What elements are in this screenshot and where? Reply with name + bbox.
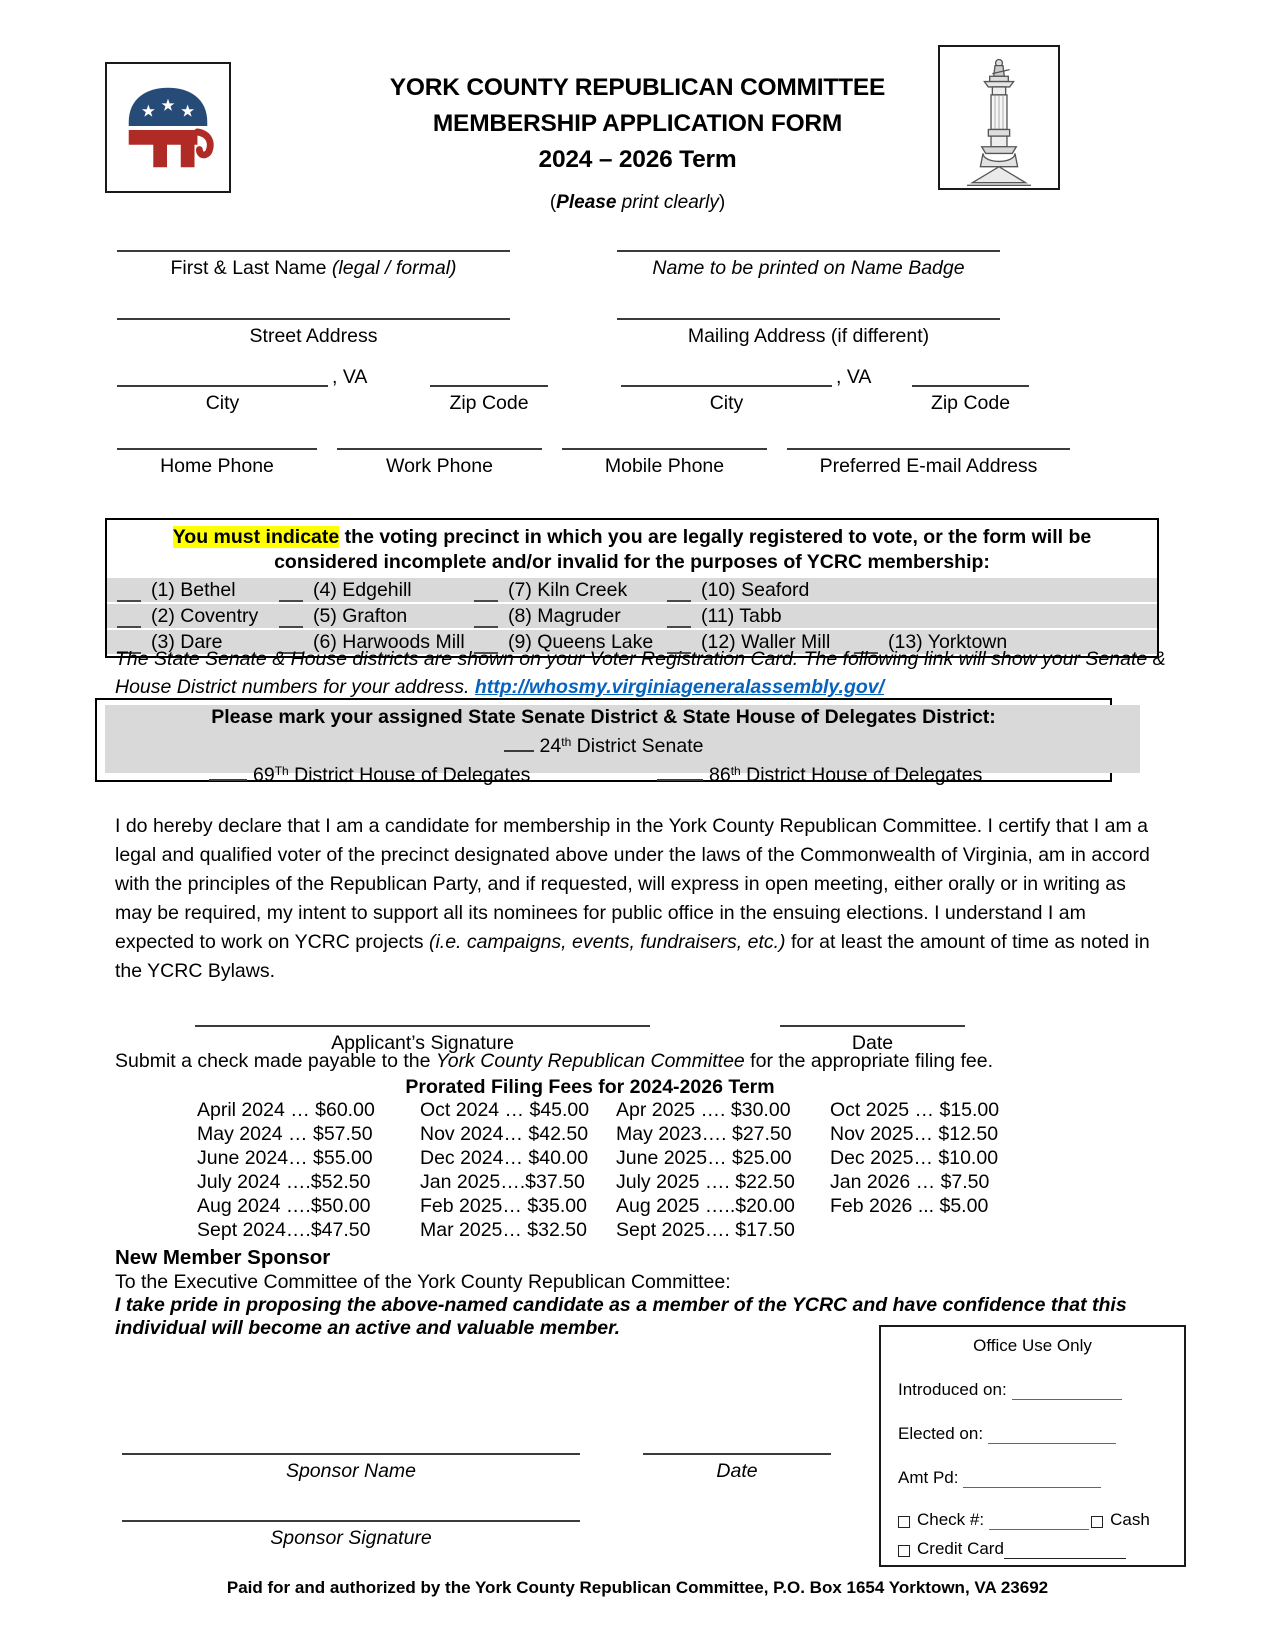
- fee-row: June 2024… $55.00: [197, 1147, 373, 1169]
- fees-column-1: [197, 1098, 420, 1242]
- fees-column-2: [420, 1098, 616, 1242]
- mailing-city-label: City: [709, 392, 744, 414]
- mailing-city-input-line[interactable]: [621, 385, 832, 387]
- precinct-option[interactable]: (13) Yorktown: [854, 631, 1157, 654]
- elected-on-field: [898, 1424, 1184, 1444]
- work-phone-field: [337, 448, 542, 478]
- district-note: [115, 645, 1167, 701]
- title-line-3: 2024 – 2026 Term: [538, 146, 737, 173]
- fee-row: Jan 2025….$37.50: [420, 1171, 585, 1193]
- fees-table: [197, 1098, 1010, 1242]
- mobile-phone-input-line[interactable]: [562, 448, 767, 450]
- precinct-option[interactable]: (2) Coventry: [117, 605, 279, 628]
- fees-column-4: [830, 1098, 1010, 1242]
- sponsor-signature-label: Sponsor Signature: [270, 1527, 432, 1549]
- sponsor-signature-line[interactable]: [122, 1520, 580, 1522]
- precinct-heading-line1: You must indicate the voting precinct in which you are legally registered to vote, or the form will be: [172, 526, 1092, 548]
- badge-name-field: [617, 250, 1000, 280]
- mailing-zip-input-line[interactable]: [912, 385, 1029, 387]
- house-69-blank[interactable]: [209, 764, 247, 781]
- sponsor-date-label: Date: [716, 1460, 758, 1482]
- fee-row: Sept 2024….$47.50: [197, 1219, 371, 1241]
- print-note-close: ): [718, 192, 726, 213]
- city-state-zip-row: [117, 362, 1217, 415]
- fee-row: June 2025… $25.00: [616, 1147, 792, 1169]
- amt-pd-input-line[interactable]: [963, 1473, 1101, 1488]
- cash-label: Cash: [1110, 1510, 1150, 1529]
- precinct-option[interactable]: (3) Dare: [117, 631, 279, 654]
- paid-for-footer: Paid for and authorized by the York County Republican Committee, P.O. Box 1654 Yorktown, VA 23692: [226, 1578, 1049, 1597]
- sponsor-name-field: [122, 1453, 580, 1483]
- fee-row: Apr 2025 …. $30.00: [616, 1099, 791, 1121]
- precinct-option[interactable]: (6) Harwoods Mill: [279, 631, 474, 654]
- title-line-1: YORK COUNTY REPUBLICAN COMMITTEE: [389, 74, 886, 101]
- print-note-rest: print clearly: [616, 192, 719, 213]
- credit-card-input-line[interactable]: [1004, 1544, 1126, 1559]
- title-line-2: MEMBERSHIP APPLICATION FORM: [432, 110, 843, 137]
- introduced-on-label: Introduced on:: [898, 1380, 1007, 1399]
- fees-title: Prorated Filing Fees for 2024-2026 Term: [405, 1076, 775, 1098]
- fee-row: Oct 2024 … $45.00: [420, 1099, 590, 1121]
- email-field: [787, 448, 1070, 478]
- precinct-blank[interactable]: [667, 585, 691, 602]
- precinct-option[interactable]: (4) Edgehill: [279, 579, 474, 602]
- city-label: City: [205, 392, 240, 414]
- fee-row: Nov 2025… $12.50: [830, 1123, 999, 1145]
- mobile-phone-label: Mobile Phone: [604, 455, 725, 477]
- precinct-blank[interactable]: [474, 585, 498, 602]
- street-address-input-line[interactable]: [117, 318, 510, 320]
- precinct-option[interactable]: (12) Waller Mill: [667, 631, 854, 654]
- precinct-option[interactable]: (8) Magruder: [474, 605, 667, 628]
- sponsor-date-field: [643, 1453, 831, 1483]
- applicant-signature-label: Applicant’s Signature: [331, 1032, 514, 1054]
- fee-row: Nov 2024… $42.50: [420, 1123, 589, 1145]
- applicant-signature-line[interactable]: [195, 1025, 650, 1027]
- mailing-address-input-line[interactable]: [617, 318, 1000, 320]
- sponsor-name-line[interactable]: [122, 1453, 580, 1455]
- precinct-blank[interactable]: [667, 611, 691, 628]
- check-number-label: Check #:: [917, 1510, 985, 1529]
- email-label: Preferred E-mail Address: [819, 455, 1038, 477]
- credit-card-label: Credit Card: [917, 1539, 1004, 1558]
- senate-district-option[interactable]: 24th District Senate: [97, 730, 1110, 759]
- badge-name-label: Name to be printed on Name Badge: [652, 257, 965, 279]
- mailing-address-label: Mailing Address (if different): [687, 325, 930, 347]
- house-district-86-option[interactable]: 86th District House of Delegates: [657, 759, 982, 788]
- amt-pd-field: [898, 1468, 1184, 1488]
- street-address-label: Street Address: [249, 325, 378, 347]
- work-phone-input-line[interactable]: [337, 448, 542, 450]
- street-address-field: [117, 318, 510, 348]
- precinct-option[interactable]: (5) Grafton: [279, 605, 474, 628]
- house-district-69-option[interactable]: 69Th District House of Delegates: [209, 759, 609, 788]
- home-phone-field: [117, 448, 317, 478]
- district-note-text: The State Senate & House districts are shown on your Voter Registration Card. The following link will show your Senate & House District numbers for your address.: [115, 648, 1166, 698]
- address-row: [117, 318, 1160, 348]
- sponsor-intro: To the Executive Committee of the York County Republican Committee:: [115, 1271, 731, 1293]
- declaration-paragraph: I do hereby declare that I am a candidate for membership in the York County Republican Committee. I certify that I am a legal and qualified voter of the precinct designated above under the laws of the Commonwealth of Virginia, am in accord with the principles of the Republican Party, and if requested, will express in open meeting, either orally or in writing as may be required, my intent to support all its nominees for public office in the ensuing elections. I understand I am expected to work on YCRC projects (i.e. campaigns, events, fundraisers, etc.) for at least the amount of time as noted in the YCRC Bylaws.: [115, 815, 1150, 982]
- city-input-line[interactable]: [117, 385, 328, 387]
- whosmy-link[interactable]: http://whosmy.virginiageneralassembly.gov/: [474, 676, 885, 698]
- email-input-line[interactable]: [787, 448, 1070, 450]
- form-title-block: [0, 70, 1275, 178]
- precinct-option[interactable]: (9) Queens Lake: [474, 631, 667, 654]
- fee-row: Aug 2025 …..$20.00: [616, 1195, 795, 1217]
- mailing-state-text: , VA: [836, 366, 872, 388]
- victory-monument-image: [944, 55, 1054, 188]
- precinct-option[interactable]: (1) Bethel: [117, 579, 279, 602]
- introduced-on-field: [898, 1380, 1184, 1400]
- introduced-on-input-line[interactable]: [1012, 1385, 1122, 1400]
- fee-row: Feb 2025… $35.00: [420, 1195, 587, 1217]
- precinct-row-1: [107, 578, 1157, 602]
- check-checkbox-icon[interactable]: [898, 1516, 910, 1528]
- elected-on-input-line[interactable]: [988, 1429, 1116, 1444]
- sponsor-pledge-line2: individual will become an active and valuable member.: [115, 1317, 621, 1339]
- payment-credit-row: [898, 1539, 1184, 1559]
- sponsor-date-line[interactable]: [643, 1453, 831, 1455]
- print-note-please: Please: [556, 192, 617, 213]
- fee-row: Oct 2025 … $15.00: [830, 1099, 1000, 1121]
- house-86-blank[interactable]: [657, 764, 703, 781]
- fee-row: Mar 2025… $32.50: [420, 1219, 587, 1241]
- senate-district-blank[interactable]: [504, 735, 534, 752]
- sponsor-signature-field: [122, 1520, 580, 1550]
- office-use-only-box: [879, 1325, 1186, 1567]
- print-note-open: (: [549, 192, 557, 213]
- precinct-selection-box: [105, 518, 1159, 658]
- zip-input-line[interactable]: [430, 385, 548, 387]
- precinct-heading-line2: considered incomplete and/or invalid for the purposes of YCRC membership:: [274, 551, 990, 573]
- badge-name-input-line[interactable]: [617, 250, 1000, 252]
- fee-row: May 2024 … $57.50: [197, 1123, 373, 1145]
- precinct-option[interactable]: (11) Tabb: [667, 605, 854, 628]
- amt-pd-label: Amt Pd:: [898, 1468, 959, 1487]
- date-line[interactable]: [780, 1025, 965, 1027]
- home-phone-input-line[interactable]: [117, 448, 317, 450]
- city-field: [117, 362, 328, 415]
- fee-row: Dec 2025… $10.00: [830, 1147, 999, 1169]
- sponsor-heading: New Member Sponsor: [115, 1246, 331, 1269]
- legal-name-input-line[interactable]: [117, 250, 510, 252]
- mailing-zip-field: [912, 362, 1029, 415]
- submit-check-note: Submit a check made payable to the York County Republican Committee for the appropriate filing fee.: [115, 1050, 994, 1072]
- fee-row: Jan 2026 … $7.50: [830, 1171, 990, 1193]
- payment-check-row: [898, 1510, 1184, 1530]
- fees-column-3: [616, 1098, 830, 1242]
- zip-label: Zip Code: [449, 392, 529, 414]
- fee-row: July 2024 ….$52.50: [197, 1171, 371, 1193]
- precinct-list: [107, 578, 1157, 654]
- mailing-city-field: [621, 362, 832, 415]
- precinct-blank[interactable]: [279, 585, 303, 602]
- precinct-blank[interactable]: [474, 611, 498, 628]
- legal-name-field: [117, 250, 510, 280]
- home-phone-label: Home Phone: [160, 455, 274, 477]
- precinct-option[interactable]: (7) Kiln Creek: [474, 579, 667, 602]
- precinct-option[interactable]: (10) Seaford: [667, 579, 854, 602]
- office-box-title: Office Use Only: [973, 1336, 1092, 1355]
- district-selection-box: [95, 698, 1112, 786]
- date-label: Date: [851, 1032, 894, 1054]
- print-clearly-note: [0, 192, 1275, 214]
- precinct-heading: [107, 520, 1157, 575]
- mailing-zip-label: Zip Code: [930, 392, 1011, 414]
- victory-monument-box: [938, 45, 1060, 190]
- state-text: , VA: [332, 366, 368, 388]
- sponsor-name-label: Sponsor Name: [285, 1460, 417, 1482]
- fee-row: Sept 2025…. $17.50: [616, 1219, 795, 1241]
- zip-field: [430, 362, 548, 415]
- district-heading: Please mark your assigned State Senate District & State House of Delegates District:: [211, 706, 996, 728]
- fee-row: Dec 2024… $40.00: [420, 1147, 589, 1169]
- precinct-blank[interactable]: [117, 611, 141, 628]
- cash-checkbox-icon[interactable]: [1091, 1516, 1103, 1528]
- credit-card-checkbox-icon[interactable]: [898, 1545, 910, 1557]
- fee-row: Feb 2026 ... $5.00: [830, 1195, 989, 1217]
- fee-row: May 2023…. $27.50: [616, 1123, 792, 1145]
- precinct-blank[interactable]: [117, 585, 141, 602]
- work-phone-label: Work Phone: [386, 455, 493, 477]
- precinct-blank[interactable]: [279, 611, 303, 628]
- legal-name-label: First & Last Name (legal / formal): [170, 257, 457, 279]
- check-number-input-line[interactable]: [989, 1515, 1089, 1530]
- mailing-address-field: [617, 318, 1000, 348]
- sponsor-name-row: [122, 1453, 831, 1483]
- name-row: [117, 250, 1160, 280]
- fee-row: Aug 2024 ….$50.00: [197, 1195, 371, 1217]
- precinct-row-2: [107, 604, 1157, 628]
- sponsor-pledge-line1: I take pride in proposing the above-named candidate as a member of the YCRC and have confidence that this: [115, 1294, 1127, 1316]
- fee-row: July 2025 …. $22.50: [616, 1171, 795, 1193]
- mobile-phone-field: [562, 448, 767, 478]
- highlighted-text: You must indicate: [172, 526, 340, 548]
- elected-on-label: Elected on:: [898, 1424, 984, 1443]
- fee-row: April 2024 … $60.00: [197, 1099, 375, 1121]
- phone-row: [117, 448, 1157, 478]
